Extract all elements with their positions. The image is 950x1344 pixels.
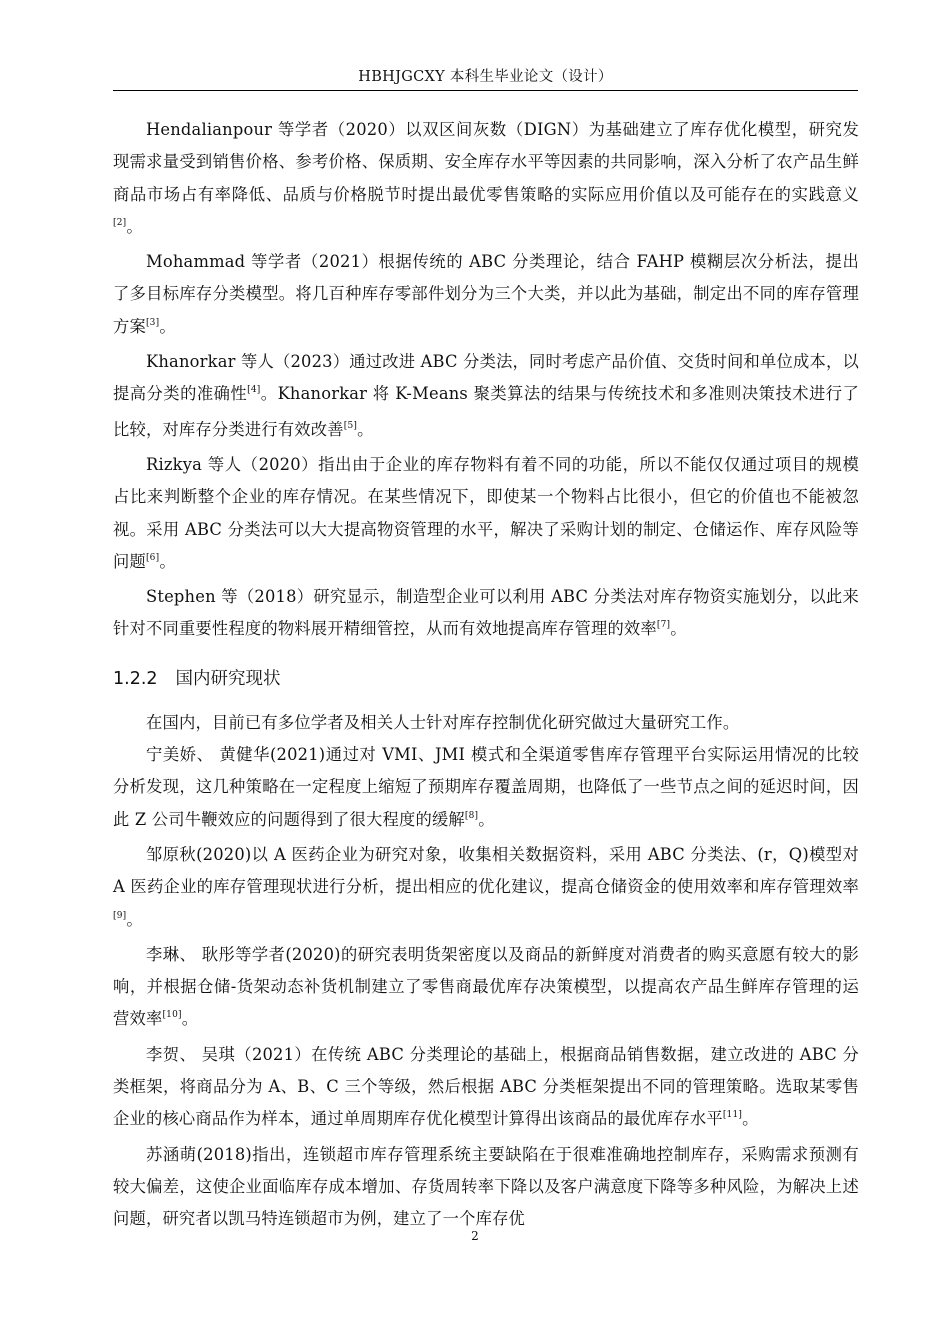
citation: [10]	[162, 1010, 182, 1021]
page-number: 2	[471, 1229, 479, 1243]
paragraph: Stephen 等（2018）研究显示，制造型企业可以利用 ABC 分类法对库存物资实施划分，以此来针对不同重要性程度的物料展开精细管控，从而有效地提高库存管理的效率[7]。	[113, 587, 859, 639]
paragraph: 在国内，目前已有多位学者及相关人士针对库存控制优化研究做过大量研究工作。	[146, 712, 740, 732]
paragraph: 宁美娇、 黄健华(2021)通过对 VMI、JMI 模式和全渠道零售库存管理平台实际运用情况的比较分析发现，这几种策略在一定程度上缩短了预期库存覆盖周期，也降低了一些节点之间的延迟时间，因此 Z 公司牛鞭效应的问题得到了很大程度的缓解[8]。	[113, 745, 859, 829]
section-heading	[113, 665, 859, 693]
paragraph: Mohammad 等学者（2021）根据传统的 ABC 分类理论，结合 FAHP 模糊层次分析法，提出了多目标库存分类模型。将几百种库存零部件划分为三个大类，并以此为基础，制定出不同的库存管理方案[3]。	[113, 252, 859, 336]
citation: [9]	[113, 910, 127, 921]
citation: [11]	[722, 1110, 743, 1121]
header-title: HBHJGCXY 本科生毕业论文（设计）	[358, 69, 613, 85]
paragraph: Rizkya 等人（2020）指出由于企业的库存物料有着不同的功能，所以不能仅仅通过项目的规模占比来判断整个企业的库存情况。在某些情况下，即使某一个物料占比很小，但它的价值也不能被忽视。采用 ABC 分类法可以大大提高物资管理的水平，解决了采购计划的制定、仓储运作、库存风险等问题[6]。	[113, 454, 859, 571]
section-number: 1.2.2	[113, 668, 158, 689]
paragraph: Hendalianpour 等学者（2020）以双区间灰数（DIGN）为基础建立了库存优化模型，研究发现需求量受到销售价格、参考价格、保质期、安全库存水平等因素的共同影响，深入分析了农产品生鲜商品市场占有率降低、品质与价格脱节时提出最优零售策略的实际应用价值以及可能存在的实践意义[2]。	[113, 120, 859, 236]
paragraph: 邹原秋(2020)以 A 医药企业为研究对象，收集相关数据资料，采用 ABC 分类法、(r，Q)模型对 A 医药企业的库存管理现状进行分析，提出相应的优化建议，提高仓储资金的使用效率和库存管理效率[9]。	[113, 844, 859, 929]
citation: [7]	[656, 620, 671, 631]
paragraph: 李琳、 耿彤等学者(2020)的研究表明货架密度以及商品的新鲜度对消费者的购买意愿有较大的影响，并根据仓储-货架动态补货机制建立了零售商最优库存决策模型，以提高农产品生鲜库存管理的运营效率[10]。	[113, 944, 859, 1029]
citation: [2]	[113, 217, 127, 228]
citation: [6]	[145, 552, 160, 563]
page-header	[113, 66, 858, 91]
citation: [8]	[464, 810, 479, 821]
citation: [5]	[343, 420, 358, 431]
citation: [4]	[247, 385, 261, 396]
paragraph: 苏涵萌(2018)指出，连锁超市库存管理系统主要缺陷在于很难准确地控制库存，采购需求预测有较大偏差，这使企业面临库存成本增加、存货周转率下降以及客户满意度下降等多种风险，为解决上述问题，研究者以凯马特连锁超市为例，建立了一个库存优	[113, 1144, 859, 1229]
paragraph: 李贺、 吴琪（2021）在传统 ABC 分类理论的基础上，根据商品销售数据，建立改进的 ABC 分类框架，将商品分为 A、B、C 三个等级，然后根据 ABC 分类框架提出不同的管理策略。选取某零售企业的核心商品作为样本，通过单周期库存优化模型计算得出该商品的最优库存水平[11]。	[113, 1044, 859, 1129]
paragraph: Khanorkar 等人（2023）通过改进 ABC 分类法，同时考虑产品价值、交货时间和单位成本，以提高分类的准确性[4]。Khanorkar 将 K-Means 聚类算法的结果与传统技术和多准则决策技术进行了比较，对库存分类进行有效改善[5]。	[113, 352, 859, 439]
citation: [3]	[145, 317, 160, 328]
body-content	[113, 114, 859, 1236]
section-title: 国内研究现状	[175, 668, 281, 689]
